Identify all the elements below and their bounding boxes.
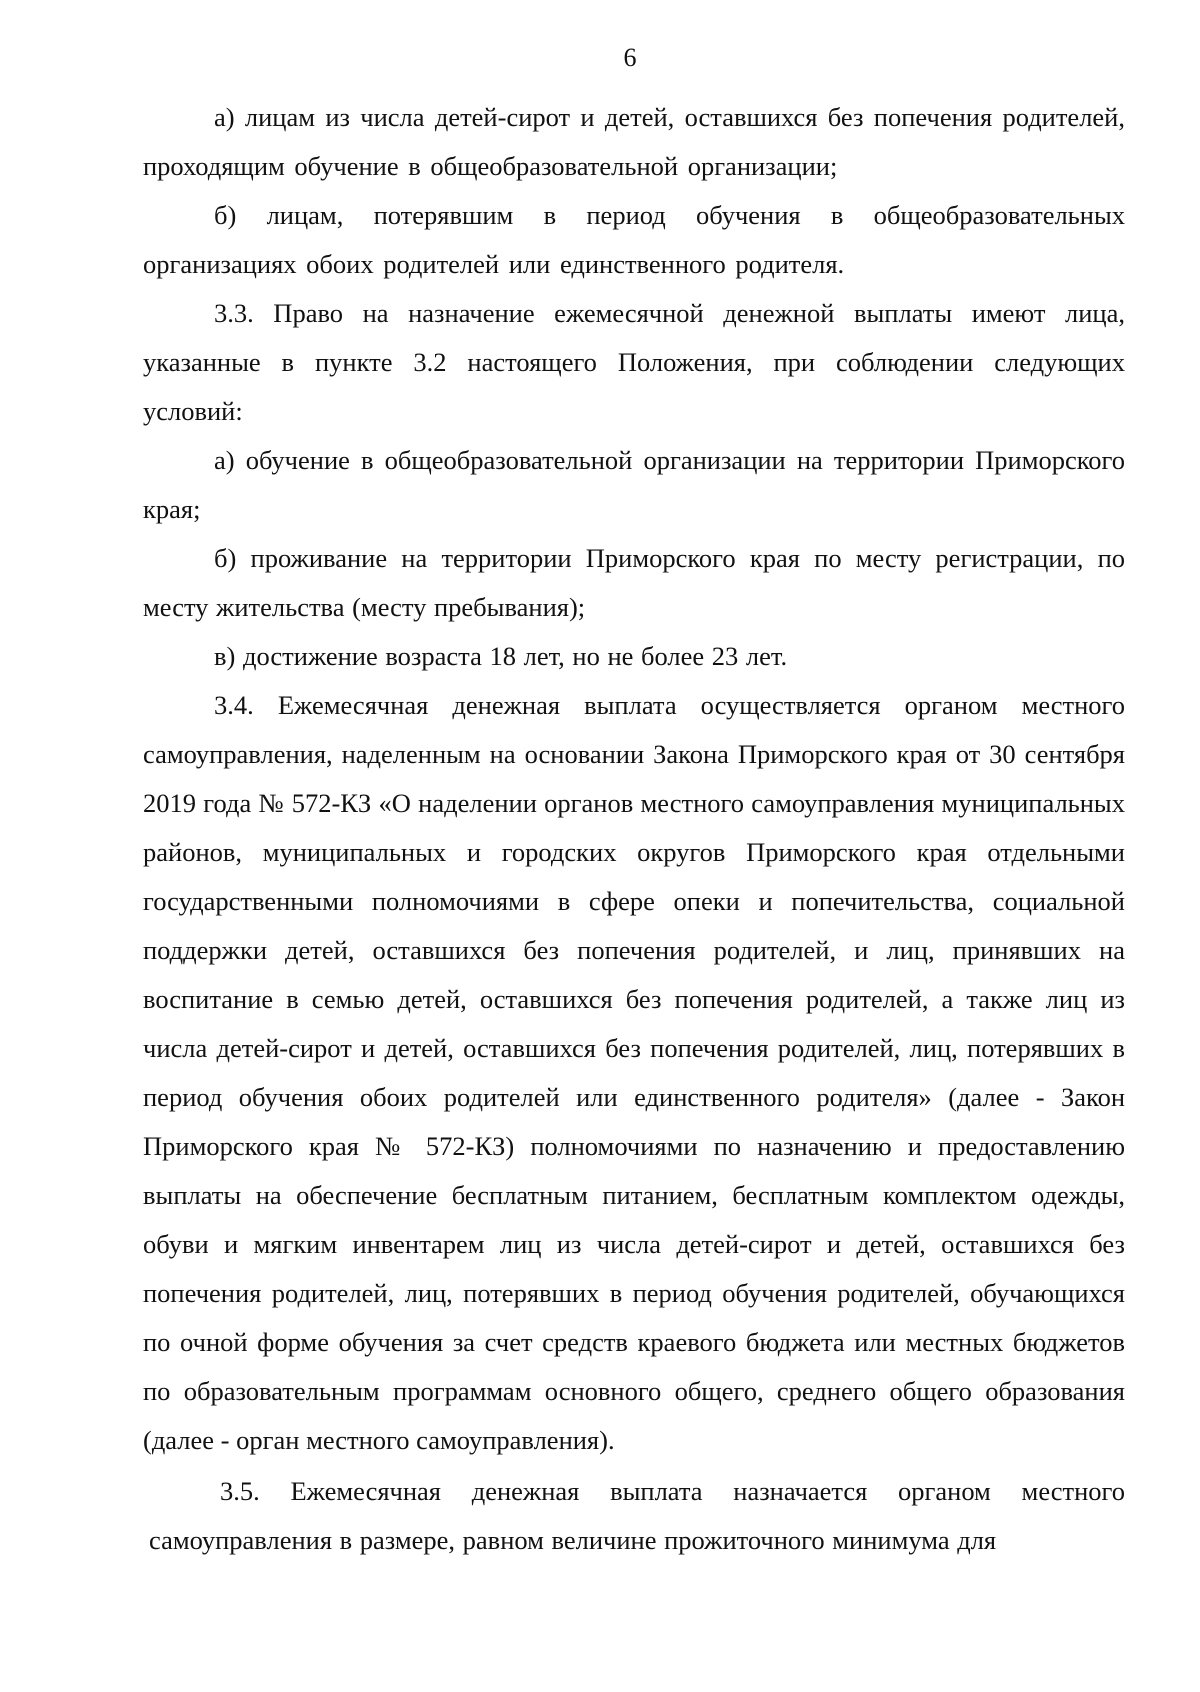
paragraph-3-3-c: в) достижение возраста 18 лет, но не более 23 лет.: [214, 641, 788, 671]
paragraph-3-3-a: а) обучение в общеобразовательной организации на территории Приморского края;: [143, 445, 1125, 524]
paragraph-3-4: 3.4. Ежемесячная денежная выплата осуществляется органом местного самоуправления, наделенным на основании Закона Приморского края от 30 сентября 2019 года № 572-КЗ «О наделении органов местного самоуправления муниципальных районов, муниципальных и городских округов Приморского края отдельными государственными полномочиями в сфере опеки и попечительства, социальной поддержки детей, оставшихся без попечения родителей, и лиц, принявших на воспитание в семью детей, оставшихся без попечения родителей, а также лиц из числа детей-сирот и детей, оставшихся без попечения родителей, лиц, потерявших в период обучения обоих родителей или единственного родителя» (далее - Закон Приморского края № 572-КЗ) полномочиями по назначению и предоставлению выплаты на обеспечение бесплатным питанием, бесплатным комплектом одежды, обуви и мягким инвентарем лиц из числа детей-сирот и детей, оставшихся без попечения родителей, лиц, потерявших в период обучения родителей, обучающихся по очной форме обучения за счет средств краевого бюджета или местных бюджетов по образовательным программам основного общего, среднего общего образования (далее - орган местного самоуправления).: [143, 690, 1125, 1455]
paragraph-3-5: 3.5. Ежемесячная денежная выплата назначается органом местного самоуправления в размере, равном величине прожиточного минимума для: [149, 1476, 1125, 1555]
paragraph-3-3-b: б) проживание на территории Приморского края по месту регистрации, по месту жительства (месту пребывания);: [143, 543, 1125, 622]
document-body: [143, 93, 1125, 1565]
paragraph-3-2-a: а) лицам из числа детей-сирот и детей, оставшихся без попечения родителей, проходящим обучение в общеобразовательной организации;: [143, 102, 1125, 181]
paragraph-3-2-b: б) лицам, потерявшим в период обучения в общеобразовательных организациях обоих родителей или единственного родителя.: [143, 200, 1125, 279]
page-number: 6: [623, 43, 637, 72]
paragraph-3-3: 3.3. Право на назначение ежемесячной денежной выплаты имеют лица, указанные в пункте 3.2 настоящего Положения, при соблюдении следующих условий:: [143, 298, 1125, 426]
